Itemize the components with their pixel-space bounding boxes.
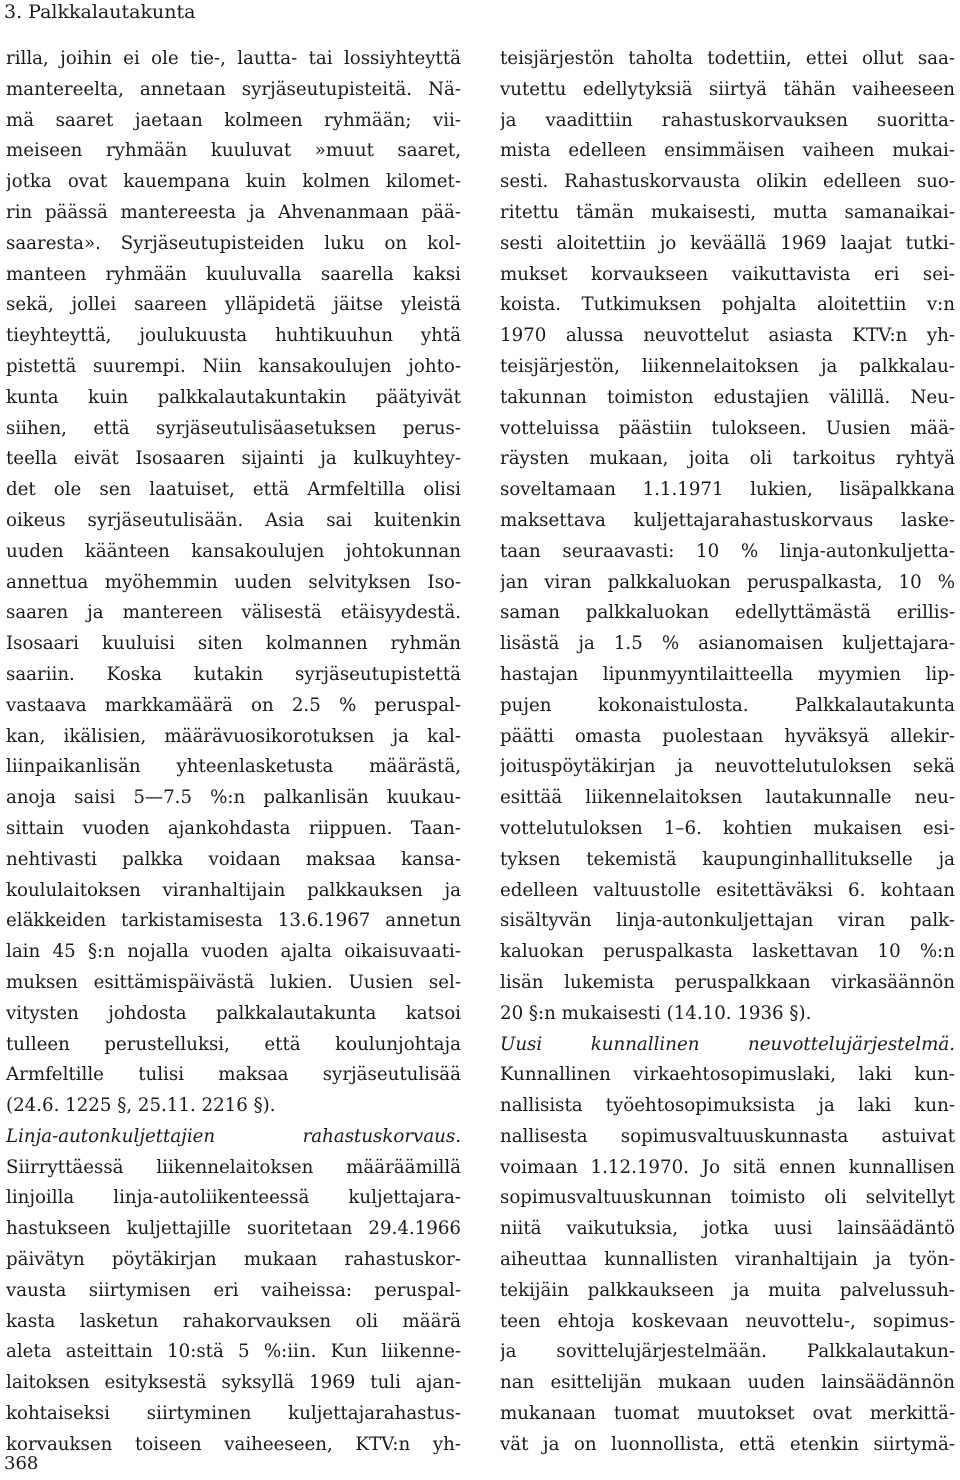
- text-line: votteluissa päästiin tulokseen. Uusien mää-: [500, 417, 955, 439]
- text-line: vät ja on luonnollista, että etenkin siirtymä-: [500, 1433, 955, 1455]
- text-line: jan viran palkkaluokan peruspalkasta, 10 %: [500, 571, 955, 593]
- text-line: eläkkeiden tarkistamisesta 13.6.1967 annetun: [6, 910, 461, 932]
- text-line: mukanaan tuomat muutokset ovat merkittä-: [500, 1403, 955, 1425]
- chapter-title: 3. Palkkalautakunta: [4, 1, 196, 23]
- text-line: 1970 alussa neuvottelut asiasta KTV:n yh-: [500, 325, 955, 347]
- text-line: maksettava kuljettajarahastuskorvaus laske-: [500, 509, 955, 531]
- text-line: ja vaadittiin rahastuskorvauksen suoritta-: [500, 109, 955, 131]
- text-line: anoja saisi 5—7.5 %:n palkanlisän kuukau-: [6, 787, 461, 809]
- text-line: edelleen valtuustolle esitettäväksi 6. kohtaan: [500, 879, 955, 901]
- text-line: niitä vaikutuksia, jotka uusi lainsäädäntö: [500, 1218, 955, 1240]
- text-line: liinpaikanlisän yhteenlasketusta määrästä,: [6, 756, 461, 778]
- text-line: aleta asteittain 10:stä 5 %:iin. Kun liikenne-: [6, 1341, 461, 1363]
- text-line: Isosaari kuuluisi siten kolmannen ryhmän: [6, 633, 461, 655]
- text-line: rin päässä mantereesta ja Ahvenanmaan pää-: [6, 201, 461, 223]
- text-line: päivätyn pöytäkirjan mukaan rahastuskor-: [6, 1249, 461, 1271]
- text-line: sesti aloitettiin jo keväällä 1969 laajat tutki-: [500, 232, 955, 254]
- text-line: det ole sen laatuiset, että Armfeltilla olisi: [6, 479, 461, 501]
- text-line: saaresta». Syrjäseutupisteiden luku on kol-: [6, 232, 461, 254]
- text-line: mukset korvaukseen vaikuttavista eri sei-: [500, 263, 955, 285]
- right-column: [500, 44, 955, 1461]
- text-line: manteen ryhmään kuuluvalla saarella kaksi: [6, 263, 461, 285]
- text-line: vitysten johdosta palkkalautakunta katsoi: [6, 1002, 461, 1024]
- text-line: koista. Tutkimuksen pohjalta aloitettiin v:n: [500, 294, 955, 316]
- text-line: soveltamaan 1.1.1971 lukien, lisäpalkkana: [500, 479, 955, 501]
- text-line: sesti. Rahastuskorvausta olikin edelleen suo-: [500, 171, 955, 193]
- text-line: taan seuraavasti: 10 % linja-autonkuljetta-: [500, 540, 955, 562]
- text-line: lisän lukemista peruspalkkaan virkasäännön: [500, 971, 955, 993]
- text-line: jotka ovat kauempana kuin kolmen kilomet-: [6, 171, 461, 193]
- text-line: lisästä ja 1.5 % asianomaisen kuljettajara-: [500, 633, 955, 655]
- text-line: uuden käänteen kansakoulujen johtokunnan: [6, 540, 461, 562]
- text-line: sopimusvaltuuskunnan toimisto oli selvitellyt: [500, 1187, 955, 1209]
- text-line: teen ehtoja koskevaan neuvottelu-, sopimus-: [500, 1310, 955, 1332]
- text-line: siihen, että syrjäseutulisäasetuksen perus-: [6, 417, 461, 439]
- text-line: vutettu edellytyksiä siirtyä tähän vaiheeseen: [500, 78, 955, 100]
- text-line: vastaava markkamäärä on 2.5 % peruspal-: [6, 694, 461, 716]
- text-line: tekijäin palkkaukseen ja muita palvelussuh-: [500, 1279, 955, 1301]
- text-line: Siirryttäessä liikennelaitoksen määräämillä: [6, 1156, 461, 1178]
- text-line: rilla, joihin ei ole tie-, lautta- tai lossiyhteyttä: [6, 48, 461, 69]
- text-line: pistettä suurempi. Niin kansakoulujen johto-: [6, 355, 461, 377]
- text-line: lain 45 §:n nojalla vuoden ajalta oikaisuvaati-: [6, 941, 461, 963]
- text-line: kasta lasketun rahakorvauksen oli määrä: [6, 1310, 461, 1332]
- text-line: teella eivät Isosaaren sijainti ja kulkuyhtey-: [6, 448, 461, 470]
- text-line: 20 §:n mukaisesti (14.10. 1936 §).: [500, 1002, 812, 1024]
- text-line: nan esittelijän mukaan uuden lainsäädännön: [500, 1372, 955, 1394]
- text-line: linjoilla linja-autoliikenteessä kuljettajara-: [6, 1187, 461, 1209]
- text-line: Armfeltille tulisi maksaa syrjäseutulisää: [6, 1064, 461, 1086]
- text-line: Kunnallinen virkaehtosopimuslaki, laki kun-: [500, 1064, 955, 1086]
- text-line: tulleen perustelluksi, että koulunjohtaja: [6, 1033, 461, 1055]
- text-line: oikeus syrjäseutulisään. Asia sai kuitenkin: [6, 509, 461, 531]
- text-line: annettua myöhemmin uuden selvityksen Iso-: [6, 571, 461, 593]
- text-line: laitoksen esityksestä syksyllä 1969 tuli ajan-: [6, 1372, 461, 1394]
- text-line: sekä, jollei saareen ylläpidetä jäitse yleistä: [6, 294, 461, 316]
- section-heading: Linja-autonkuljettajien rahastuskorvaus.: [6, 1125, 461, 1147]
- text-line: saaren ja mantereen välisestä etäisyydestä.: [6, 602, 461, 624]
- text-line: vausta siirtymisen eri vaiheissa: peruspal-: [6, 1279, 461, 1301]
- text-line: teisjärjestön taholta todettiin, ettei ollut saa-: [500, 48, 955, 69]
- text-line: pujen kokonaistulosta. Palkkalautakunta: [500, 694, 955, 716]
- text-line: vottelutuloksen 1–6. kohtien mukaisen esi-: [500, 817, 955, 839]
- text-line: saariin. Koska kutakin syrjäseutupistettä: [6, 663, 461, 685]
- text-line: sittain vuoden ajankohdasta riippuen. Taan-: [6, 817, 461, 839]
- text-line: nallisesta sopimusvaltuuskunnasta astuivat: [500, 1125, 955, 1147]
- text-line: hastukseen kuljettajille suoritetaan 29.4.1966: [6, 1218, 461, 1240]
- text-line: takunnan toimiston edustajien välillä. Neu-: [500, 386, 955, 408]
- text-line: nehtivasti palkka voidaan maksaa kansa-: [6, 848, 461, 870]
- section-heading: Uusi kunnallinen neuvottelujärjestelmä.: [500, 1033, 955, 1055]
- text-line: ritettu tämän mukaisesti, mutta samanaikai-: [500, 201, 955, 223]
- text-line: räysten mukaan, joita oli tarkoitus ryhtyä: [500, 448, 955, 470]
- text-line: hastajan lipunmyyntilaitteella myymien lip-: [500, 663, 955, 685]
- text-line: saman palkkaluokan edellyttämästä erillis-: [500, 602, 955, 624]
- text-line: ja sovittelujärjestelmään. Palkkalautakun-: [500, 1341, 955, 1363]
- text-line: mantereelta, annetaan syrjäseutupisteitä. Nä-: [6, 78, 461, 100]
- text-line: mista edelleen ensimmäisen vaiheen mukai-: [500, 140, 955, 162]
- text-line: korvauksen toiseen vaiheeseen, KTV:n yh-: [6, 1433, 461, 1455]
- text-line: sisältyvän linja-autonkuljettajan viran palk-: [500, 910, 955, 932]
- text-line: kan, ikälisien, määrävuosikorotuksen ja kal-: [6, 725, 461, 747]
- page-number: 368: [4, 1453, 39, 1474]
- text-line: kohtaiseksi siirtyminen kuljettajarahastus-: [6, 1403, 461, 1425]
- text-line: esittää liikennelaitoksen lautakunnalle neu-: [500, 787, 955, 809]
- text-line: tieyhteyttä, joulukuusta huhtikuuhun yhtä: [6, 325, 461, 347]
- text-line: kaluokan peruspalkasta laskettavan 10 %:n: [500, 941, 955, 963]
- text-line: voimaan 1.12.1970. Jo sitä ennen kunnallisen: [500, 1156, 955, 1178]
- text-line: (24.6. 1225 §, 25.11. 2216 §).: [6, 1095, 276, 1117]
- text-line: koululaitoksen viranhaltijain palkkauksen ja: [6, 879, 461, 901]
- text-line: päätti omasta puolestaan hyväksyä allekir-: [500, 725, 955, 747]
- text-line: aiheuttaa kunnallisten viranhaltijain ja työn-: [500, 1249, 955, 1271]
- left-column: [6, 44, 461, 1461]
- text-line: nallisista työehtosopimuksista ja laki kun-: [500, 1095, 955, 1117]
- text-line: joituspöytäkirjan ja neuvottelutuloksen sekä: [500, 756, 955, 778]
- text-line: teisjärjestön, liikennelaitoksen ja palkkalau-: [500, 355, 955, 377]
- text-line: tyksen tekemistä kaupunginhallitukselle ja: [500, 848, 955, 870]
- text-line: meiseen ryhmään kuuluvat »muut saaret,: [6, 140, 461, 162]
- text-line: mä saaret jaetaan kolmeen ryhmään; vii-: [6, 109, 461, 131]
- text-line: kunta kuin palkkalautakuntakin päätyivät: [6, 386, 461, 408]
- text-line: muksen esittämispäivästä lukien. Uusien sel-: [6, 971, 461, 993]
